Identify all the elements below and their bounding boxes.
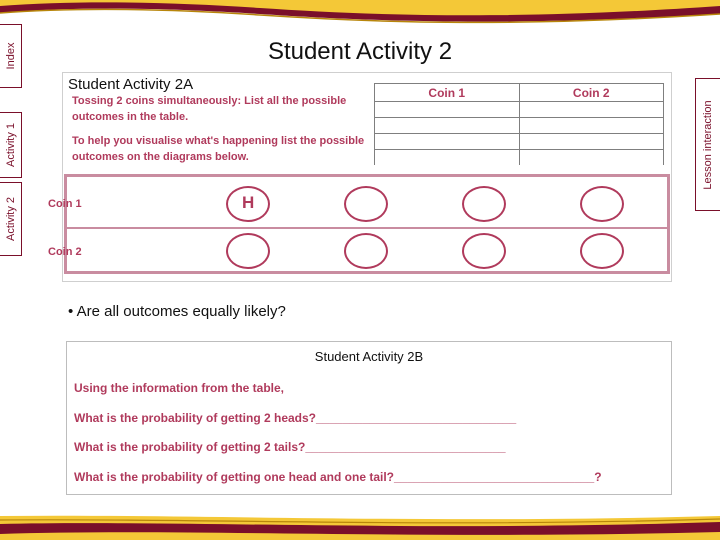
tab-lesson-interaction[interactable]: [695, 78, 720, 211]
table-row: [375, 102, 664, 118]
diagram-row-label-coin-1: Coin 1: [48, 198, 82, 210]
coin-circle[interactable]: [462, 233, 506, 269]
activity-2a-instruction-2: To help you visualise what's happening list the possible outcomes on the diagrams below.: [72, 135, 365, 163]
table-row: [375, 118, 664, 134]
diagram-row-label-coin-2: Coin 2: [48, 246, 82, 258]
table-cell[interactable]: [519, 134, 664, 150]
activity-2b-question: What is the probability of getting 2 heads?______________________________: [74, 411, 517, 425]
side-navigation: [0, 24, 22, 256]
activity-2a-instruction-1: Tossing 2 coins simultaneously: List all the possible outcomes in the table.: [72, 95, 347, 123]
coin-circle[interactable]: [344, 186, 388, 222]
tab-lesson-interaction-label: Lesson interaction: [702, 99, 714, 190]
activity-2b-question: Using the information from the table,: [74, 381, 285, 395]
activity-2b-heading: Student Activity 2B: [314, 349, 424, 364]
bottom-decorative-band: [0, 512, 720, 540]
coin-circle[interactable]: [344, 233, 388, 269]
table-cell[interactable]: [375, 150, 520, 165]
table-cell[interactable]: [519, 150, 664, 165]
activity-2b-question: What is the probability of getting one head and one tail?______________________________?: [74, 470, 602, 484]
outcomes-table: [374, 83, 664, 165]
diagram-divider: [67, 227, 667, 229]
table-row: [375, 134, 664, 150]
coin-circle[interactable]: [462, 186, 506, 222]
activity-2a-heading: Student Activity 2A: [68, 76, 194, 93]
table-cell[interactable]: [375, 118, 520, 134]
tab-activity-2-label: Activity 2: [4, 196, 17, 242]
tab-activity-2[interactable]: [0, 182, 22, 256]
table-cell[interactable]: [375, 134, 520, 150]
activity-2b-question: What is the probability of getting 2 tails?______________________________: [74, 440, 506, 454]
table-row: [375, 150, 664, 165]
coin-circle[interactable]: [580, 186, 624, 222]
coin-circle[interactable]: [226, 233, 270, 269]
tab-index[interactable]: [0, 24, 22, 88]
coin-circle[interactable]: [580, 233, 624, 269]
table-header-coin-1: Coin 1: [375, 84, 520, 102]
table-header-coin-2: Coin 2: [519, 84, 664, 102]
table-cell[interactable]: [375, 102, 520, 118]
table-cell[interactable]: [519, 102, 664, 118]
equally-likely-question: • Are all outcomes equally likely?: [68, 303, 286, 320]
tab-activity-1-label: Activity 1: [4, 122, 17, 168]
top-decorative-band: [0, 0, 720, 26]
tab-activity-1[interactable]: [0, 112, 22, 178]
tab-index-label: Index: [4, 42, 17, 70]
coin-heads-label: H: [242, 193, 255, 212]
page-title: Student Activity 2: [267, 38, 453, 65]
table-cell[interactable]: [519, 118, 664, 134]
